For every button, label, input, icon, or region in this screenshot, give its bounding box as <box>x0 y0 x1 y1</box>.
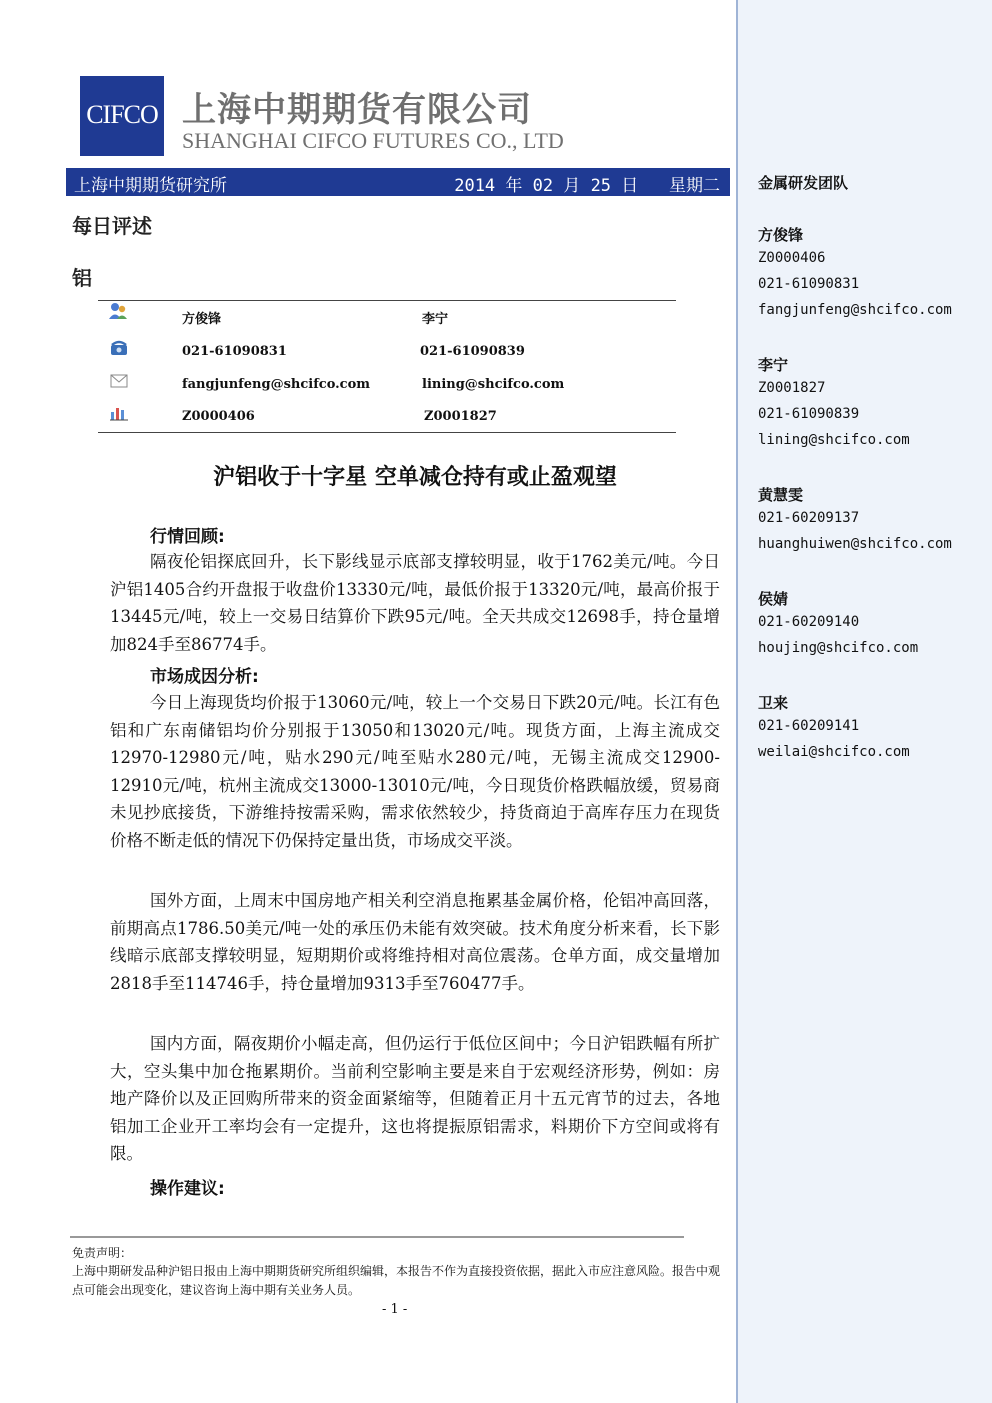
sidebar-member-phone: 021-61090831 <box>758 276 860 292</box>
section-title: 行情回顾: <box>150 527 225 547</box>
disclaimer-title: 免责声明： <box>72 1246 133 1260</box>
disclaimer-body: 上海中期研发品种沪铝日报由上海中期期货研究所组织编辑，本报告不作为直接投资依据，据此入市应注意风险。报告中观点可能会出现变化，建议咨询上海中期有关业务人员。 <box>72 1264 721 1297</box>
contact-email[interactable]: lining@shcifco.com <box>422 377 565 392</box>
phone-icon <box>109 339 129 357</box>
weekday-text: 星期二 <box>669 176 720 196</box>
footer-divider <box>70 1236 684 1238</box>
sidebar-member-name: 黄慧雯 <box>758 486 804 504</box>
contact-license: Z0001827 <box>424 409 497 424</box>
company-name-en: SHANGHAI CIFCO FUTURES CO., LTD <box>182 128 564 153</box>
paragraph: 今日上海现货均价报于13060元/吨，较上一个交易日下跌20元/吨。长江有色铝和广东南储铝均价分别报于13050和13020元/吨。现货方面，上海主流成交12970-12980元/吨，贴水290元/吨至贴水280元/吨，无锡主流成交12900-12910元/吨，杭州主流成交13000-13010元/吨，今日现货价格跌幅放缓，贸易商未见抄底接货，下游维持按需采购，需求依然较少，持货商迫于高库存压力在现货价格不断走低的情况下仍保持定量出货，市场成交平淡。 <box>110 693 720 850</box>
section-title: 操作建议: <box>150 1179 225 1199</box>
sidebar-member-email[interactable]: lining@shcifco.com <box>758 432 910 448</box>
contact-phone: 021-61090831 <box>182 344 287 359</box>
sidebar-member-license: Z0000406 <box>758 250 826 266</box>
paragraph: 国内方面，隔夜期价小幅走高，但仍运行于低位区间中；今日沪铝跌幅有所扩大，空头集中加仓拖累期价。当前利空影响主要是来自于宏观经济形势，例如：房地产降价以及正回购所带来的资金面紧缩等，但随着正月十五元宵节的过去，各地铝加工企业开工率均会有一定提升，这也将提振原铝需求，料期价下方空间或将有限。 <box>110 1034 720 1163</box>
report-type: 每日评述 <box>72 214 152 238</box>
company-name-cn: 上海中期期货有限公司 <box>182 90 532 130</box>
sidebar-member-phone: 021-60209141 <box>758 718 860 734</box>
paragraph: 隔夜伦铝探底回升，长下影线显示底部支撑较明显，收于1762美元/吨。今日沪铝1405合约开盘报于收盘价13330元/吨，最低价报于13320元/吨，最高价报于13445元/吨，较上一交易日结算价下跌95元/吨。全天共成交12698手，持仓量增加824手至86774手。 <box>110 552 720 654</box>
sidebar-member-phone: 021-61090839 <box>758 406 860 422</box>
section-title: 市场成因分析: <box>150 667 259 687</box>
report-headline: 沪铝收于十字星 空单减仓持有或止盈观望 <box>213 465 617 490</box>
person-icon <box>108 302 128 320</box>
email-icon <box>109 372 129 390</box>
header-bar <box>66 168 730 196</box>
sidebar-member-name: 卫来 <box>758 694 789 712</box>
commodity-name: 铝 <box>72 266 92 290</box>
sidebar-member-email[interactable]: houjing@shcifco.com <box>758 640 919 656</box>
page-number: - 1 - <box>382 1302 408 1317</box>
sidebar-member-name: 方俊锋 <box>758 226 804 244</box>
contact-email[interactable]: fangjunfeng@shcifco.com <box>182 377 371 392</box>
institute-name: 上海中期期货研究所 <box>74 176 227 196</box>
contact-table-bottom-rule <box>98 432 676 433</box>
sidebar-member-email[interactable]: fangjunfeng@shcifco.com <box>758 302 952 318</box>
sidebar-member-email[interactable]: weilai@shcifco.com <box>758 744 910 760</box>
date-text: 2014 年 02 月 25 日 <box>454 176 639 196</box>
sidebar-member-phone: 021-60209137 <box>758 510 860 526</box>
sidebar-member-name: 侯婧 <box>758 590 789 608</box>
contact-name: 李宁 <box>422 312 449 327</box>
sidebar-team-title: 金属研发团队 <box>758 174 849 192</box>
contact-phone: 021-61090839 <box>420 344 525 359</box>
sidebar-border <box>736 0 738 1403</box>
sidebar-member-phone: 021-60209140 <box>758 614 860 630</box>
contact-license: Z0000406 <box>182 409 255 424</box>
sidebar-member-name: 李宁 <box>758 356 789 374</box>
paragraph: 国外方面，上周末中国房地产相关利空消息拖累基金属价格，伦铝冲高回落，前期高点1786.50美元/吨一处的承压仍未能有效突破。技术角度分析来看，长下影线暗示底部支撑较明显，短期期价或将维持相对高位震荡。仓单方面，成交量增加2818手至114746手，持仓量增加9313手至760477手。 <box>110 891 720 993</box>
license-icon <box>109 404 129 422</box>
sidebar-member-license: Z0001827 <box>758 380 826 396</box>
contact-table-top-rule <box>98 300 676 301</box>
contact-name: 方俊锋 <box>182 312 222 327</box>
report-date <box>454 171 720 196</box>
company-logo <box>80 76 164 156</box>
logo-text: CIFCO <box>86 100 158 129</box>
sidebar-member-email[interactable]: huanghuiwen@shcifco.com <box>758 536 952 552</box>
